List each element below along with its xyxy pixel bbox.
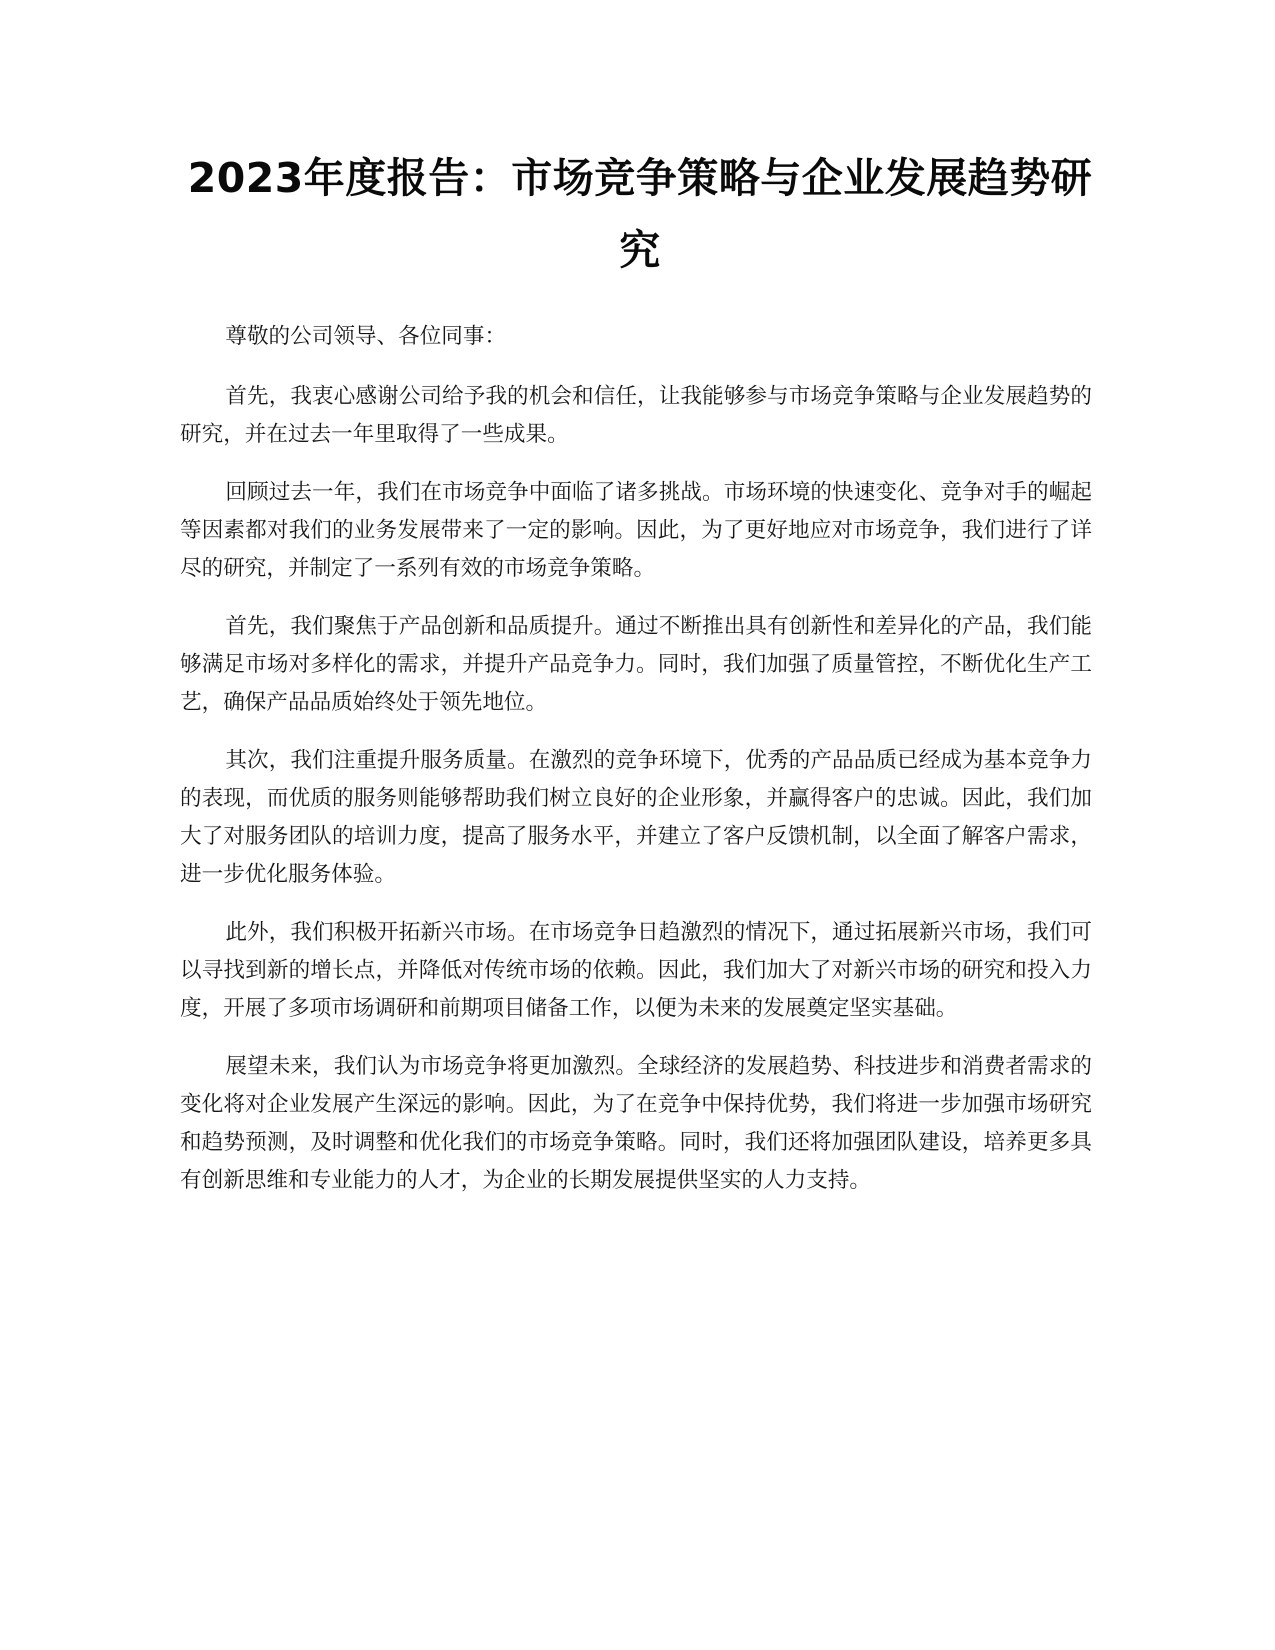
- paragraph-gratitude: 首先，我衷心感谢公司给予我的机会和信任，让我能够参与市场竞争策略与企业发展趋势的研究，并在过去一年里取得了一些成果。: [180, 384, 1092, 447]
- document-title: 2023年度报告：市场竞争策略与企业发展趋势研究: [187, 154, 1093, 274]
- paragraph-emerging-markets: 此外，我们积极开拓新兴市场。在市场竞争日趋激烈的情况下，通过拓展新兴市场，我们可以寻找到新的增长点，并降低对传统市场的依赖。因此，我们加大了对新兴市场的研究和投入力度，开展了多项市场调研和前期项目储备工作，以便为未来的发展奠定坚实基础。: [180, 920, 1092, 1021]
- paragraph-review: 回顾过去一年，我们在市场竞争中面临了诸多挑战。市场环境的快速变化、竞争对手的崛起等因素都对我们的业务发展带来了一定的影响。因此，为了更好地应对市场竞争，我们进行了详尽的研究，并制定了一系列有效的市场竞争策略。: [180, 480, 1092, 581]
- paragraph-product-innovation: 首先，我们聚焦于产品创新和品质提升。通过不断推出具有创新性和差异化的产品，我们能够满足市场对多样化的需求，并提升产品竞争力。同时，我们加强了质量管控，不断优化生产工艺，确保产品品质始终处于领先地位。: [180, 614, 1092, 715]
- paragraph-outlook: 展望未来，我们认为市场竞争将更加激烈。全球经济的发展趋势、科技进步和消费者需求的变化将对企业发展产生深远的影响。因此，为了在竞争中保持优势，我们将进一步加强市场研究和趋势预测，及时调整和优化我们的市场竞争策略。同时，我们还将加强团队建设，培养更多具有创新思维和专业能力的人才，为企业的长期发展提供坚实的人力支持。: [180, 1054, 1092, 1193]
- paragraph-service-quality: 其次，我们注重提升服务质量。在激烈的竞争环境下，优秀的产品品质已经成为基本竞争力的表现，而优质的服务则能够帮助我们树立良好的企业形象，并赢得客户的忠诚。因此，我们加大了对服务团队的培训力度，提高了服务水平，并建立了客户反馈机制，以全面了解客户需求，进一步优化服务体验。: [180, 748, 1092, 887]
- salutation: 尊敬的公司领导、各位同事：: [225, 324, 507, 349]
- document-body: [180, 318, 1092, 1220]
